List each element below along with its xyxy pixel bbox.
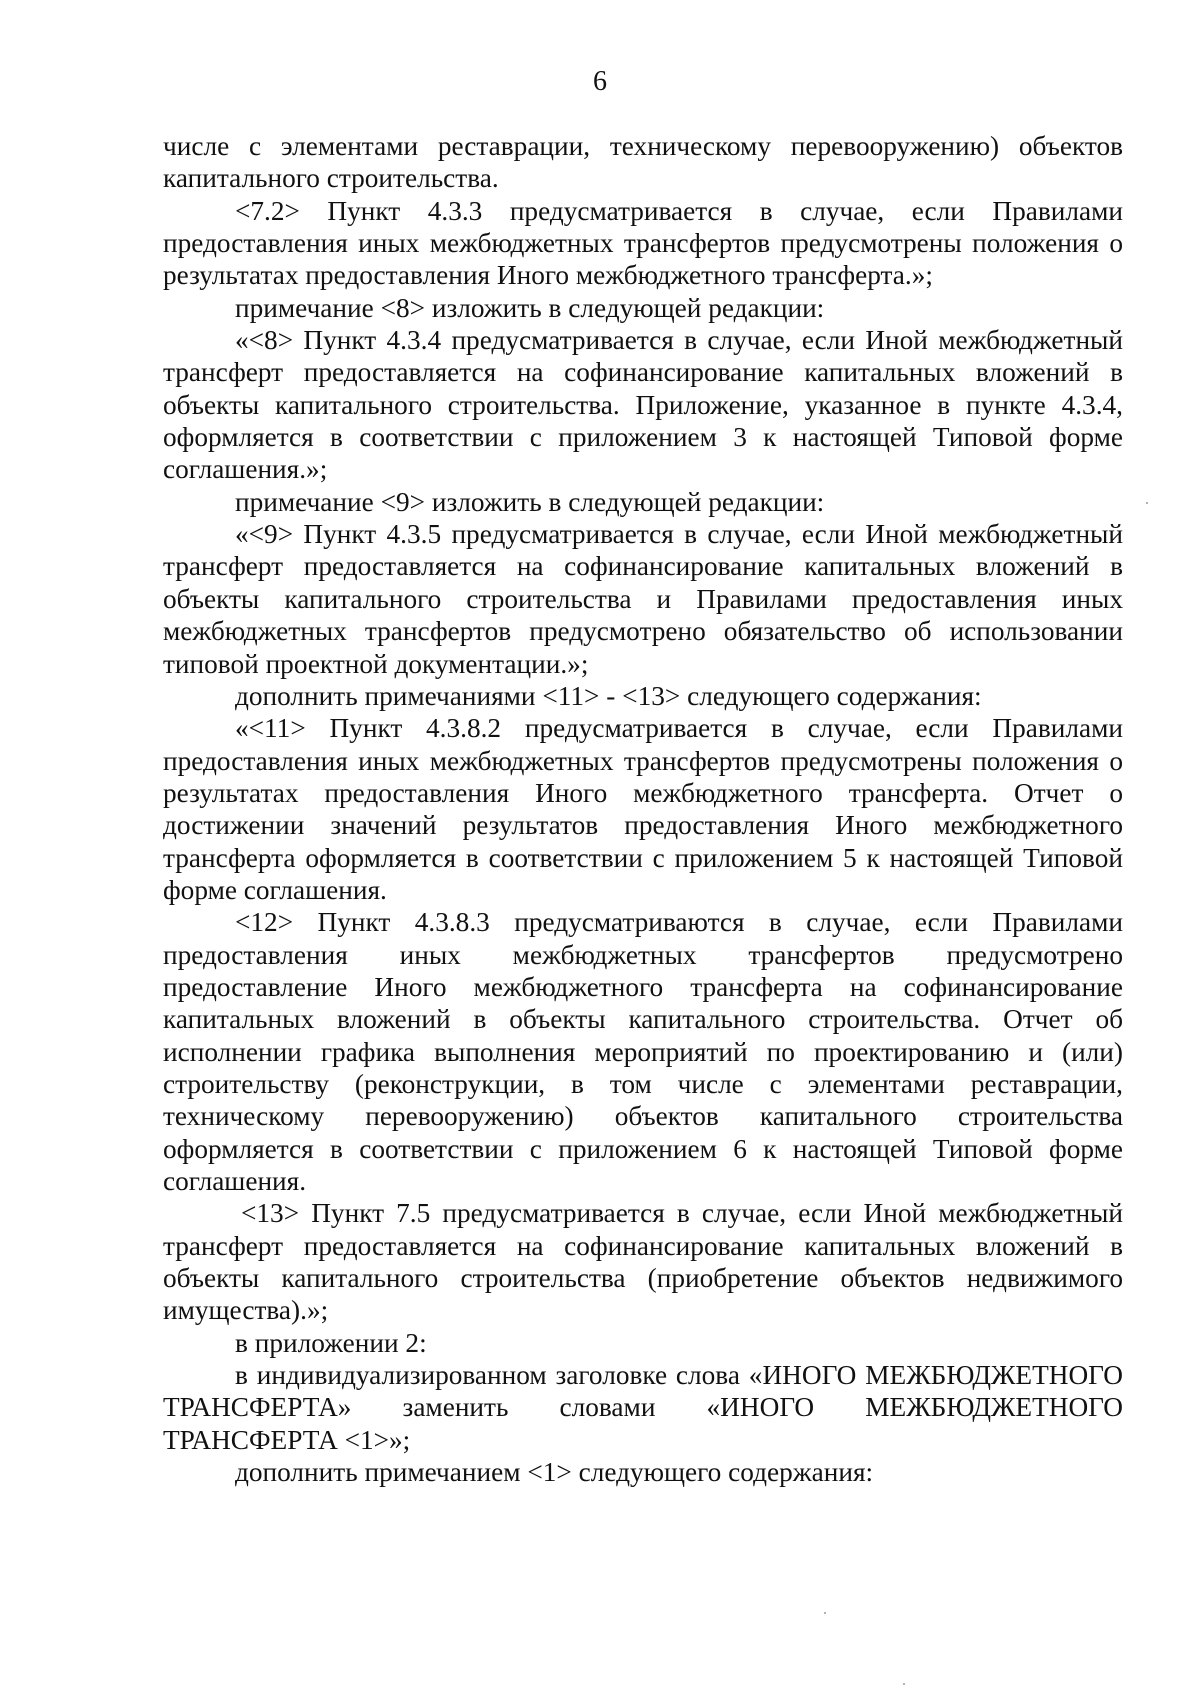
paragraph-instruction-note-9: примечание <9> изложить в следующей редакции: bbox=[235, 486, 825, 517]
scan-speck bbox=[1146, 502, 1148, 504]
scan-speck bbox=[824, 1612, 826, 1614]
paragraph-note-7-2: <7.2> Пункт 4.3.3 предусматривается в случае, если Правилами предоставления иных межбюджетных трансфертов предусмотрены положения о результатах предоставления Иного межбюджетного трансферта.»; bbox=[163, 195, 1123, 291]
scan-speck bbox=[903, 1683, 905, 1685]
paragraph-appendix-2: в приложении 2: bbox=[235, 1327, 427, 1358]
paragraph-instruction-note-1: дополнить примечанием <1> следующего содержания: bbox=[235, 1457, 874, 1488]
paragraph-note-12: <12> Пункт 4.3.8.3 предусматриваются в случае, если Правилами предоставления иных межбюджетных трансфертов предусмотрено предоставление Иного межбюджетного трансферта на софинансирование капитальных вложений в объекты капитального строительства. Отчет об исполнении графика выполнения мероприятий по проектированию и (или) строительству (реконструкции, в том числе с элементами реставрации, техническому перевооружению) объектов капитального строительства оформляется в соответствии с приложением 6 к настоящей Типовой форме соглашения. bbox=[163, 907, 1123, 1196]
paragraph-note-13: <13> Пункт 7.5 предусматривается в случае, если Иной межбюджетный трансферт предоставляется на софинансирование капитальных вложений в объекты капитального строительства (приобретение объектов недвижимого имущества).»; bbox=[163, 1198, 1123, 1326]
paragraph-instruction-notes-11-13: дополнить примечаниями <11> - <13> следующего содержания: bbox=[235, 680, 982, 711]
paragraph-heading-replacement: в индивидуализированном заголовке слова «ИНОГО МЕЖБЮДЖЕТНОГО ТРАНСФЕРТА» заменить словами «ИНОГО МЕЖБЮДЖЕТНОГО ТРАНСФЕРТА <1>»; bbox=[163, 1360, 1123, 1455]
document-body bbox=[163, 130, 1123, 1488]
paragraph-note-8: «<8> Пункт 4.3.4 предусматривается в случае, если Иной межбюджетный трансферт предоставляется на софинансирование капитальных вложений в объекты капитального строительства. Приложение, указанное в пункте 4.3.4, оформляется в соответствии с приложением 3 к настоящей Типовой форме соглашения.»; bbox=[163, 325, 1123, 485]
paragraph-note-11: «<11> Пункт 4.3.8.2 предусматривается в случае, если Правилами предоставления иных межбюджетных трансфертов предусмотрены положения о результатах предоставления Иного межбюджетного трансферта. Отчет о достижении значений результатов предоставления Иного межбюджетного трансферта оформляется в соответствии с приложением 5 к настоящей Типовой форме соглашения. bbox=[163, 713, 1123, 905]
paragraph-instruction-note-8: примечание <8> изложить в следующей редакции: bbox=[235, 292, 825, 323]
paragraph-note-9: «<9> Пункт 4.3.5 предусматривается в случае, если Иной межбюджетный трансферт предоставляется на софинансирование капитальных вложений в объекты капитального строительства и Правилами предоставления иных межбюджетных трансфертов предусмотрено обязательство об использовании типовой проектной документации.»; bbox=[163, 519, 1123, 679]
paragraph-continuation: числе с элементами реставрации, техническому перевооружению) объектов капитального строительства. bbox=[163, 131, 1123, 194]
page-number: 6 bbox=[593, 66, 607, 97]
